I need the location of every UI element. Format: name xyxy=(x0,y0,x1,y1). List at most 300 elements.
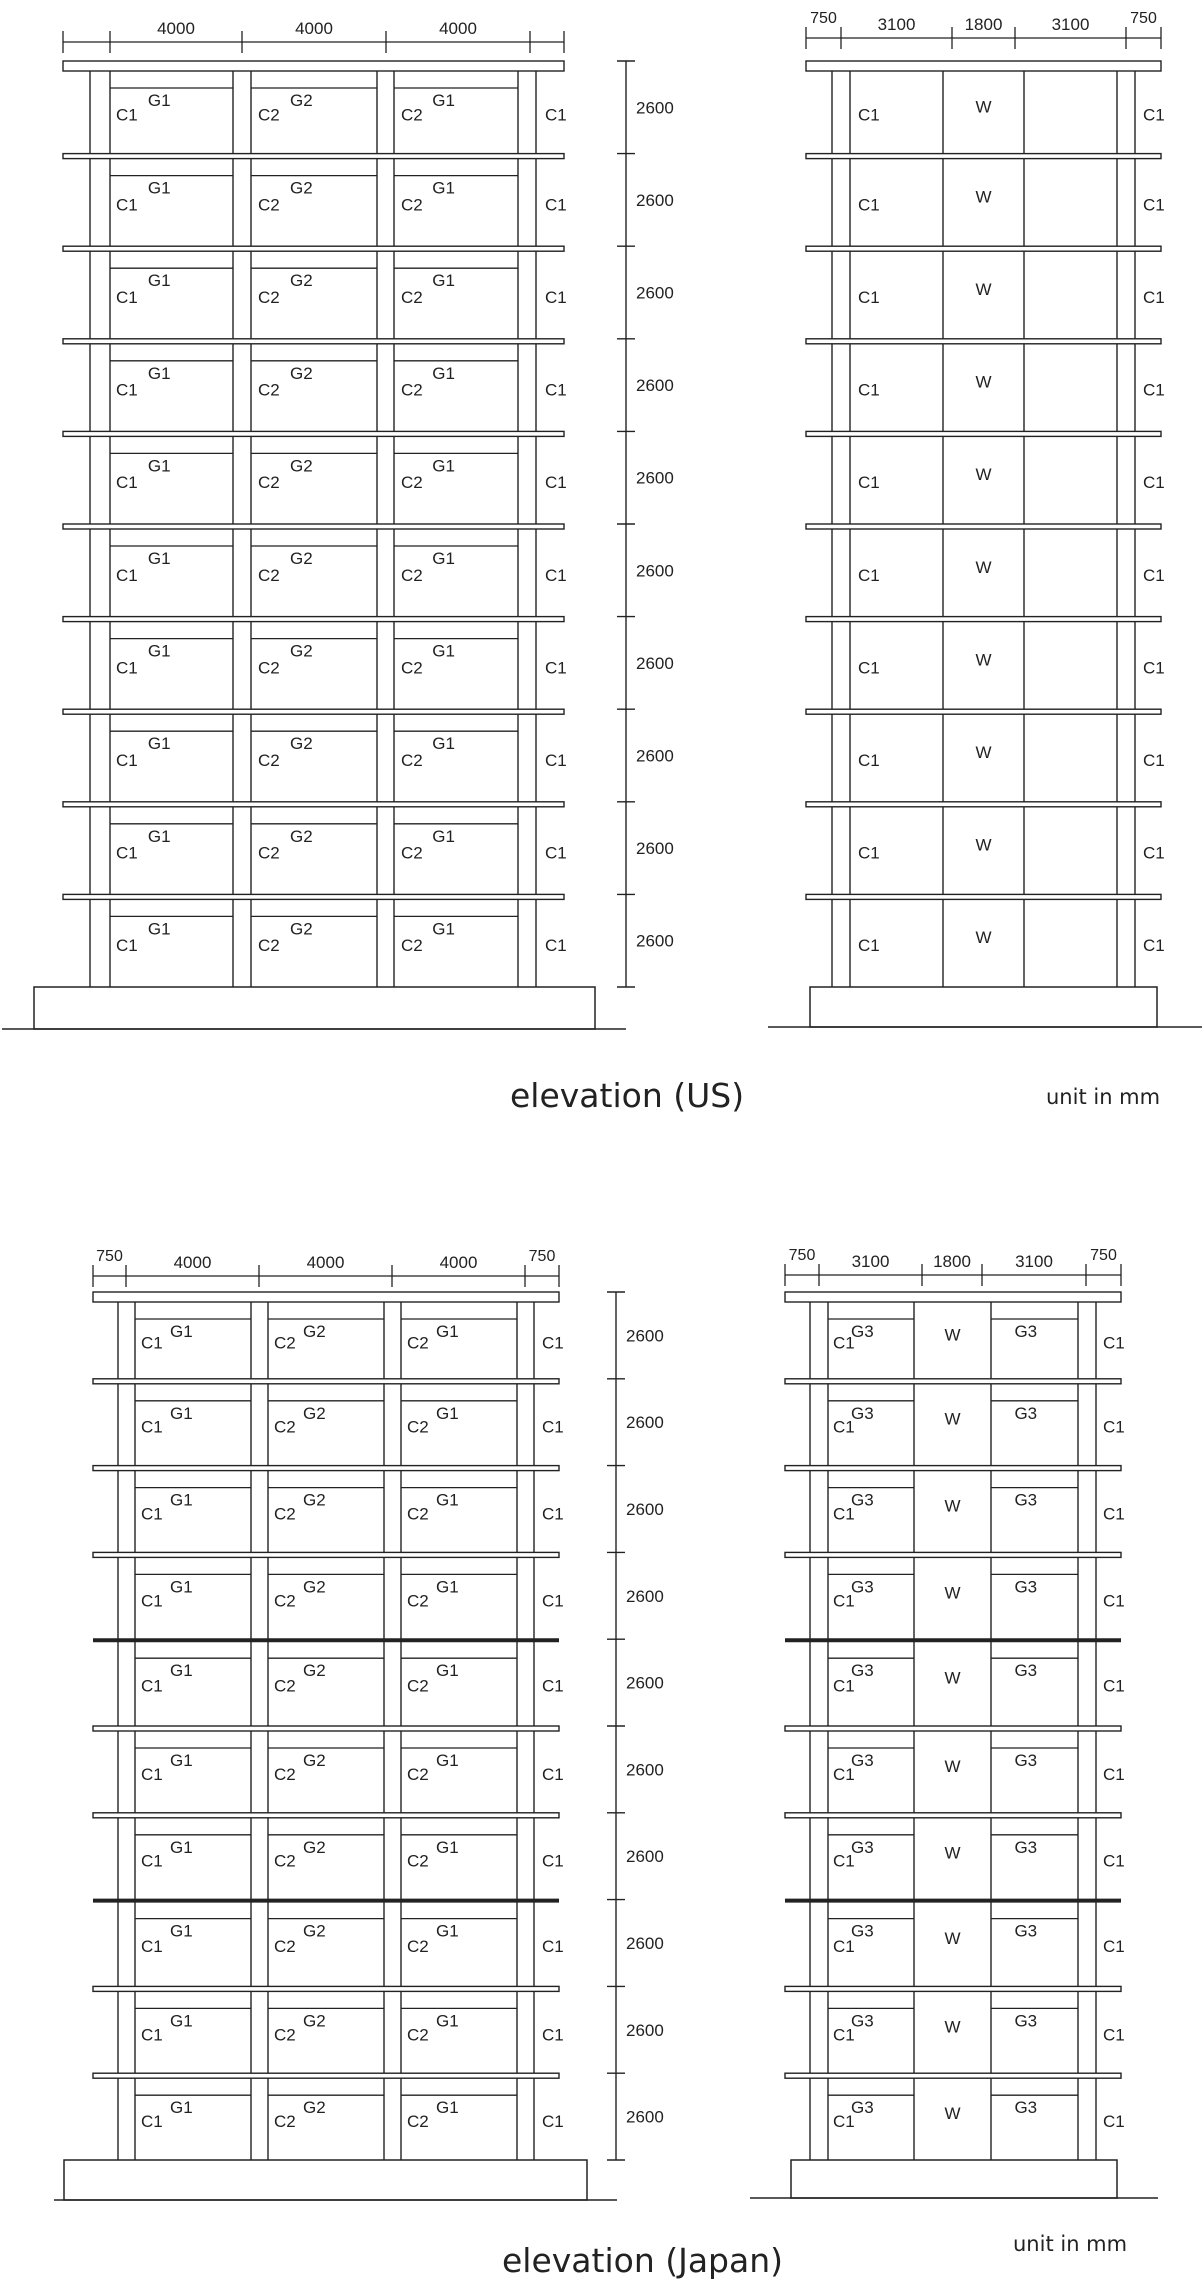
column-label: C1 xyxy=(542,1764,564,1784)
story-height-label: 2600 xyxy=(636,98,674,118)
girder-label: G1 xyxy=(432,178,455,198)
column-label: C2 xyxy=(274,1851,296,1871)
column-label: C1 xyxy=(833,1764,855,1784)
column-label: C2 xyxy=(258,936,280,956)
column-label: C2 xyxy=(274,1676,296,1696)
girder-label: G1 xyxy=(147,826,171,846)
story xyxy=(828,2095,1125,2131)
column-label: C1 xyxy=(116,380,138,400)
column-label: C1 xyxy=(858,843,880,863)
girder-label: G1 xyxy=(432,919,455,939)
story-height-label: 2600 xyxy=(626,2020,664,2040)
story xyxy=(858,97,1165,124)
girder-label: G1 xyxy=(147,271,171,291)
column-label: C1 xyxy=(545,195,567,215)
story-height-label: 2600 xyxy=(636,653,674,673)
floor-slab xyxy=(806,524,1161,529)
column-label: C1 xyxy=(858,195,880,215)
column-label: C1 xyxy=(858,380,880,400)
column-label: C1 xyxy=(141,1676,163,1696)
floor-slab xyxy=(63,154,564,159)
girder-label: G3 xyxy=(1014,1577,1038,1597)
girder-label: G1 xyxy=(432,271,455,291)
girder-label: G3 xyxy=(1014,1751,1038,1770)
column-label: C1 xyxy=(833,1851,855,1871)
girder-label: G2 xyxy=(303,1403,326,1423)
wall-label: W xyxy=(975,187,992,207)
wall-label: W xyxy=(944,1756,961,1776)
column-label: C2 xyxy=(407,1417,429,1437)
girder-label: G2 xyxy=(290,641,313,661)
story xyxy=(828,1835,1125,1871)
girder-label: G1 xyxy=(432,549,455,568)
column-label: C1 xyxy=(1103,2112,1125,2132)
column-label: C2 xyxy=(258,105,280,125)
column-label: C1 xyxy=(1143,105,1165,125)
story-height-label: 2600 xyxy=(636,746,674,766)
column-label: C2 xyxy=(401,288,423,307)
girder-label: G2 xyxy=(303,1490,326,1510)
column-label: C1 xyxy=(1103,1504,1125,1524)
column-label: C1 xyxy=(116,565,138,585)
girder-label: G3 xyxy=(1014,1661,1038,1681)
girder-label: G1 xyxy=(432,91,455,110)
column-label: C1 xyxy=(542,1676,564,1696)
girder-label: G2 xyxy=(303,1751,326,1770)
column-label: C1 xyxy=(545,565,567,585)
story-height-label: 2600 xyxy=(626,1847,664,1867)
girder-label: G3 xyxy=(851,2011,874,2031)
story xyxy=(110,639,567,678)
story xyxy=(135,1919,564,1956)
girder-label: G2 xyxy=(290,363,313,383)
floor-slab xyxy=(93,1466,559,1471)
dimension-label: 4000 xyxy=(439,19,477,38)
floor-slab xyxy=(63,802,564,807)
column-label: C1 xyxy=(858,658,880,678)
story xyxy=(110,268,567,307)
column-label: C2 xyxy=(258,473,280,493)
column-label: C1 xyxy=(141,1851,163,1871)
wall-label: W xyxy=(975,835,992,855)
column-label: C2 xyxy=(274,1937,296,1956)
column-label: C1 xyxy=(542,1851,564,1871)
story xyxy=(135,2008,564,2044)
wall-label: W xyxy=(975,650,992,670)
wall-label: W xyxy=(944,1668,961,1688)
girder-label: G1 xyxy=(432,641,455,661)
girder-label: G3 xyxy=(851,1751,874,1770)
dimension-label: 4000 xyxy=(306,1253,345,1272)
dimension-label: 1800 xyxy=(933,1252,971,1271)
column-label: C2 xyxy=(274,1591,296,1611)
column-label: C2 xyxy=(401,380,423,400)
floor-slab xyxy=(63,617,564,622)
floor-slab xyxy=(806,154,1161,159)
column-label: C1 xyxy=(545,936,567,956)
girder-label: G1 xyxy=(436,1751,459,1770)
japan-elevation-caption: elevation (Japan) xyxy=(502,2241,784,2280)
column-label: C2 xyxy=(401,843,423,863)
floor-slab xyxy=(785,1466,1121,1471)
girder-label: G2 xyxy=(290,549,313,568)
story xyxy=(828,1574,1125,1610)
roof-slab xyxy=(93,1292,559,1302)
column-label: C1 xyxy=(1103,2025,1125,2045)
column-label: C1 xyxy=(116,843,138,863)
floor-slab xyxy=(785,2073,1121,2078)
column-label: C1 xyxy=(1103,1591,1125,1611)
wall-label: W xyxy=(975,372,992,392)
column-label: C1 xyxy=(1143,658,1165,678)
floor-slab xyxy=(93,1552,559,1557)
story-height-label: 2600 xyxy=(636,468,674,488)
girder-label: G3 xyxy=(851,1577,874,1597)
us-frame-elevation xyxy=(2,19,674,1029)
story xyxy=(110,916,567,955)
wall-label: W xyxy=(975,743,992,762)
story xyxy=(110,88,567,124)
girder-label: G2 xyxy=(290,734,313,754)
girder-label: G1 xyxy=(436,1921,459,1941)
wall-label: W xyxy=(975,557,992,577)
wall-label: W xyxy=(975,280,992,299)
floor-slab xyxy=(785,1379,1121,1384)
column-label: C1 xyxy=(545,473,567,493)
wall-label: W xyxy=(944,1409,961,1429)
column-label: C1 xyxy=(858,751,880,770)
column-label: C1 xyxy=(116,473,138,493)
column-label: C1 xyxy=(116,288,138,307)
story xyxy=(135,1574,564,1610)
column-label: C1 xyxy=(858,473,880,493)
girder-label: G1 xyxy=(170,1661,193,1681)
girder-label: G2 xyxy=(290,178,313,198)
story xyxy=(828,1919,1125,1956)
girder-label: G3 xyxy=(1014,1490,1038,1510)
column-label: C1 xyxy=(833,1937,855,1956)
story xyxy=(110,731,567,770)
column-label: C1 xyxy=(1103,1676,1125,1696)
column-label: C1 xyxy=(1103,1851,1125,1871)
column-label: C1 xyxy=(1103,1333,1125,1353)
girder-label: G1 xyxy=(170,1403,193,1423)
column-label: C2 xyxy=(274,1504,296,1524)
girder-label: G3 xyxy=(1014,2011,1038,2031)
top-dimension-line xyxy=(806,10,1161,49)
floor-slab xyxy=(63,524,564,529)
story xyxy=(110,546,567,585)
foundation xyxy=(810,987,1157,1027)
floor-slab xyxy=(63,246,564,251)
dimension-label: 4000 xyxy=(439,1253,478,1272)
story xyxy=(135,1488,564,1524)
story-height-label: 2600 xyxy=(626,1413,664,1433)
story-height-label: 2600 xyxy=(626,2107,664,2127)
column-label: C1 xyxy=(833,1591,855,1611)
column-label: C1 xyxy=(1143,843,1165,863)
story-height-label: 2600 xyxy=(626,1934,664,1953)
column-label: C1 xyxy=(833,1504,855,1524)
column-label: C1 xyxy=(141,1937,163,1956)
japan-wall-elevation xyxy=(750,1247,1158,2198)
story-height-label: 2600 xyxy=(636,283,674,303)
girder-label: G3 xyxy=(851,1403,874,1423)
column-label: C1 xyxy=(116,936,138,956)
floor-slab xyxy=(806,339,1161,344)
story-height-label: 2600 xyxy=(626,1673,664,1693)
story xyxy=(858,373,1165,400)
dimension-label: 750 xyxy=(810,10,837,27)
wall-label: W xyxy=(975,928,992,948)
story-height-label: 2600 xyxy=(626,1500,664,1519)
floor-slab xyxy=(93,1379,559,1384)
top-dimension-line xyxy=(63,19,564,53)
girder-label: G1 xyxy=(436,1661,459,1681)
girder-label: G3 xyxy=(1014,2098,1038,2118)
story xyxy=(858,558,1165,585)
floor-slab xyxy=(785,1552,1121,1557)
wall-label: W xyxy=(944,2017,961,2037)
girder-label: G2 xyxy=(303,1661,326,1681)
girder-label: G3 xyxy=(851,2098,874,2118)
dimension-label: 4000 xyxy=(295,19,333,38)
column-label: C1 xyxy=(833,1417,855,1437)
girder-label: G1 xyxy=(170,1577,193,1597)
column-label: C2 xyxy=(274,2112,296,2132)
story xyxy=(858,465,1165,492)
column-label: C1 xyxy=(141,1591,163,1611)
column-label: C1 xyxy=(141,1333,163,1353)
girder-label: G1 xyxy=(170,2098,193,2118)
column-label: C1 xyxy=(545,105,567,125)
roof-slab xyxy=(806,61,1161,71)
column-label: C2 xyxy=(258,565,280,585)
us-wall-elevation xyxy=(768,10,1202,1027)
floor-slab xyxy=(785,1813,1121,1818)
dimension-label: 3100 xyxy=(877,15,916,34)
girder-label: G1 xyxy=(436,2011,459,2031)
story xyxy=(828,2008,1125,2044)
girder-label: G1 xyxy=(170,1322,193,1341)
girder-label: G1 xyxy=(432,363,455,383)
column-label: C1 xyxy=(1143,380,1165,400)
column-label: C1 xyxy=(1103,1417,1125,1437)
column-label: C1 xyxy=(116,658,138,678)
story-height-label: 2600 xyxy=(626,1326,664,1346)
column-label: C1 xyxy=(1143,751,1165,770)
column-label: C1 xyxy=(116,195,138,215)
column-label: C2 xyxy=(407,1851,429,1871)
girder-label: G1 xyxy=(436,1322,459,1341)
story xyxy=(135,1658,564,1695)
us-elevation-caption: elevation (US) xyxy=(510,1076,745,1115)
story xyxy=(858,743,1165,770)
floor-slab xyxy=(806,431,1161,436)
girder-label: G1 xyxy=(147,549,171,568)
floor-slab xyxy=(806,617,1161,622)
girder-label: G3 xyxy=(851,1322,874,1341)
column-label: C1 xyxy=(542,1504,564,1524)
column-label: C2 xyxy=(407,1591,429,1611)
girder-label: G2 xyxy=(303,1921,326,1941)
wall-label: W xyxy=(944,1843,961,1863)
column-label: C1 xyxy=(1103,1937,1125,1956)
column-label: C2 xyxy=(258,380,280,400)
girder-label: G1 xyxy=(147,641,171,661)
column-label: C2 xyxy=(258,751,280,770)
story-height-label: 2600 xyxy=(626,1586,664,1606)
dimension-label: 3100 xyxy=(1051,15,1090,34)
girder-label: G1 xyxy=(147,363,171,383)
column-label: C2 xyxy=(407,1937,429,1956)
column-label: C1 xyxy=(542,2112,564,2132)
floor-slab xyxy=(785,1726,1121,1731)
column-label: C1 xyxy=(1143,288,1165,307)
girder-label: G2 xyxy=(303,2011,326,2031)
girder-label: G2 xyxy=(303,1577,326,1597)
column-label: C2 xyxy=(258,843,280,863)
column-label: C2 xyxy=(274,2025,296,2045)
girder-label: G2 xyxy=(303,2098,326,2118)
column-label: C2 xyxy=(401,565,423,585)
floor-slab xyxy=(63,709,564,714)
floor-slab xyxy=(93,1813,559,1818)
roof-slab xyxy=(63,61,564,71)
girder-label: G1 xyxy=(436,1577,459,1597)
story xyxy=(135,2095,564,2131)
column-label: C1 xyxy=(1143,473,1165,493)
dimension-label: 3100 xyxy=(851,1252,890,1271)
girder-label: G3 xyxy=(851,1490,874,1510)
dimension-label: 750 xyxy=(788,1247,816,1264)
column-label: C2 xyxy=(407,2112,429,2132)
floor-slab xyxy=(806,894,1161,899)
column-label: C1 xyxy=(542,1937,564,1956)
story-height-label: 2600 xyxy=(626,1760,664,1780)
column-label: C2 xyxy=(401,473,423,493)
column-label: C1 xyxy=(545,288,567,307)
girder-label: G1 xyxy=(170,1490,193,1510)
story xyxy=(135,1401,564,1437)
column-label: C1 xyxy=(1143,936,1165,956)
column-label: C1 xyxy=(858,565,880,585)
story xyxy=(828,1748,1125,1784)
story xyxy=(828,1658,1125,1695)
girder-label: G2 xyxy=(290,456,313,476)
column-label: C1 xyxy=(833,2025,855,2045)
floor-slab xyxy=(93,1726,559,1731)
column-label: C1 xyxy=(542,1591,564,1611)
column-label: C2 xyxy=(401,658,423,678)
wall-label: W xyxy=(975,465,992,485)
column-label: C1 xyxy=(542,1333,564,1353)
foundation xyxy=(64,2160,587,2200)
floor-slab xyxy=(806,802,1161,807)
girder-label: G3 xyxy=(1014,1403,1038,1423)
column-label: C2 xyxy=(258,288,280,307)
story xyxy=(135,1319,564,1352)
column-label: C2 xyxy=(274,1417,296,1437)
story xyxy=(110,361,567,400)
floor-slab xyxy=(63,431,564,436)
dimension-label: 750 xyxy=(1090,1247,1117,1264)
girder-label: G1 xyxy=(170,1921,193,1941)
story xyxy=(135,1835,564,1871)
girder-label: G1 xyxy=(436,1837,459,1857)
girder-label: G1 xyxy=(170,2011,193,2031)
column-label: C2 xyxy=(258,658,280,678)
girder-label: G3 xyxy=(1014,1921,1038,1941)
column-label: C2 xyxy=(407,2025,429,2045)
girder-label: G1 xyxy=(436,2098,459,2118)
japan-frame-elevation xyxy=(54,1248,664,2200)
story-height-label: 2600 xyxy=(636,839,674,859)
column-label: C1 xyxy=(833,1333,855,1353)
column-label: C2 xyxy=(274,1764,296,1784)
column-label: C2 xyxy=(407,1764,429,1784)
girder-label: G1 xyxy=(432,734,455,754)
girder-label: G2 xyxy=(290,271,313,291)
column-label: C1 xyxy=(141,1504,163,1524)
girder-label: G1 xyxy=(147,456,171,476)
wall-label: W xyxy=(944,1496,961,1516)
story xyxy=(135,1748,564,1784)
story xyxy=(110,453,567,492)
column-label: C1 xyxy=(545,658,567,678)
foundation xyxy=(791,2160,1117,2198)
column-label: C1 xyxy=(1143,195,1165,215)
column-label: C2 xyxy=(407,1504,429,1524)
column-label: C2 xyxy=(401,105,423,125)
girder-label: G2 xyxy=(290,919,313,939)
wall-label: W xyxy=(944,2104,961,2124)
story xyxy=(858,836,1165,863)
dimension-label: 4000 xyxy=(173,1253,212,1272)
dimension-label: 4000 xyxy=(157,19,195,38)
dimension-label: 750 xyxy=(528,1248,556,1265)
story xyxy=(858,928,1165,955)
column-label: C2 xyxy=(401,936,423,956)
column-label: C1 xyxy=(542,2025,564,2045)
floor-slab xyxy=(63,894,564,899)
girder-label: G3 xyxy=(851,1921,874,1941)
floor-slab xyxy=(93,1986,559,1991)
column-label: C1 xyxy=(833,2112,855,2132)
column-label: C1 xyxy=(116,751,138,770)
girder-label: G2 xyxy=(303,1322,326,1341)
girder-label: G1 xyxy=(147,734,171,754)
column-label: C1 xyxy=(141,1417,163,1437)
floor-slab xyxy=(93,2073,559,2078)
dimension-label: 1800 xyxy=(964,15,1003,34)
column-label: C1 xyxy=(833,1676,855,1696)
story-height-label: 2600 xyxy=(636,561,674,581)
japan-unit-note: unit in mm xyxy=(1013,2232,1128,2256)
story xyxy=(110,176,567,215)
floor-slab xyxy=(806,246,1161,251)
wall-label: W xyxy=(944,1929,961,1948)
story xyxy=(858,187,1165,214)
floor-slab xyxy=(785,1986,1121,1991)
dimension-label: 3100 xyxy=(1015,1252,1053,1271)
girder-label: G1 xyxy=(432,826,455,846)
girder-label: G1 xyxy=(436,1403,459,1423)
column-label: C1 xyxy=(858,288,880,307)
roof-slab xyxy=(785,1292,1121,1302)
column-label: C2 xyxy=(258,195,280,215)
story-height-label: 2600 xyxy=(636,931,674,951)
